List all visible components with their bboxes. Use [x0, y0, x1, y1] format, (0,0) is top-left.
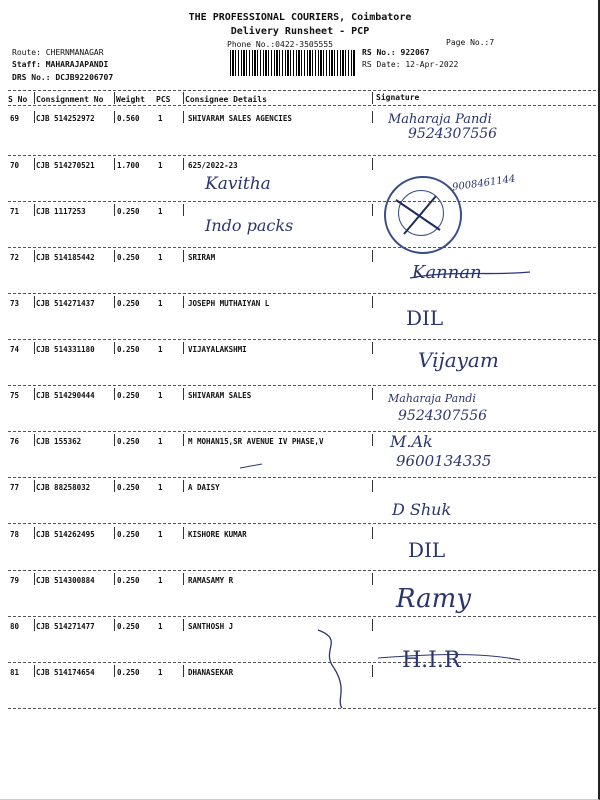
- row-consignee: 625/2022-23: [188, 161, 238, 170]
- handwritten-phone: 9524307556: [398, 408, 488, 424]
- row-pcs: 1: [158, 530, 163, 539]
- row-weight: 0.250: [117, 391, 140, 400]
- row-weight: 0.250: [117, 668, 140, 677]
- row-sno: 76: [10, 437, 20, 446]
- row-pcs: 1: [158, 161, 163, 170]
- row-consignee: VIJAYALAKSHMI: [188, 345, 247, 354]
- row-consignee: SRIRAM: [188, 253, 216, 262]
- col-consignee: Consignee Details: [185, 95, 267, 104]
- row-pcs: 1: [158, 299, 163, 308]
- row-sno: 80: [10, 622, 20, 631]
- row-pcs: 1: [158, 437, 163, 446]
- handwritten-signature: DIL: [408, 538, 446, 562]
- row-sno: 70: [10, 161, 20, 170]
- handwritten-signature: H.I.R: [402, 648, 461, 673]
- handwritten-consignee: Kavitha: [205, 174, 271, 194]
- row-consignment: CJB 514262495: [36, 530, 95, 539]
- row-consignment: CJB 514252972: [36, 114, 95, 123]
- row-pcs: 1: [158, 345, 163, 354]
- row-sno: 74: [10, 345, 20, 354]
- row-weight: 0.250: [117, 622, 140, 631]
- row-pcs: 1: [158, 576, 163, 585]
- row-consignment: CJB 514185442: [36, 253, 95, 262]
- row-sno: 81: [10, 668, 20, 677]
- row-consignment: CJB 88258032: [36, 483, 91, 492]
- row-weight: 0.250: [117, 253, 140, 262]
- row-consignee: JOSEPH MUTHAIYAN L: [188, 299, 270, 308]
- row-sno: 79: [10, 576, 20, 585]
- col-signature: Signature: [376, 93, 420, 102]
- handwritten-signature: D Shuk: [392, 500, 452, 519]
- row-pcs: 1: [158, 483, 163, 492]
- company-title: THE PROFESSIONAL COURIERS, Coimbatore: [188, 12, 412, 23]
- row-sno: 69: [10, 114, 20, 123]
- row-pcs: 1: [158, 668, 163, 677]
- row-consignee: SHIVARAM SALES: [188, 391, 252, 400]
- row-weight: 0.250: [117, 207, 140, 216]
- handwritten-signature: Vijayam: [418, 348, 499, 372]
- row-consignment: CJB 514290444: [36, 391, 95, 400]
- row-sno: 72: [10, 253, 20, 262]
- page-number: Page No.:7: [446, 38, 495, 47]
- row-weight: 0.250: [117, 530, 140, 539]
- handwritten-signature: M.Ak: [390, 432, 433, 451]
- row-consignee: RAMASAMY R: [188, 576, 234, 585]
- row-weight: 0.250: [117, 483, 140, 492]
- row-weight: 0.250: [117, 437, 140, 446]
- row-sno: 71: [10, 207, 20, 216]
- handwritten-phone: 9008461144: [451, 173, 517, 194]
- row-consignee: SANTHOSH J: [188, 622, 234, 631]
- row-consignment: CJB 514174654: [36, 668, 95, 677]
- row-consignment: CJB 1117253: [36, 207, 86, 216]
- route: Route: CHERNMANAGAR: [12, 48, 104, 57]
- row-pcs: 1: [158, 207, 163, 216]
- handwritten-consignee: Indo packs: [205, 216, 294, 235]
- row-consignee: M MOHAN15,SR AVENUE IV PHASE,V: [188, 437, 324, 446]
- row-consignee: DHANASEKAR: [188, 668, 234, 677]
- row-sno: 78: [10, 530, 20, 539]
- row-pcs: 1: [158, 114, 163, 123]
- handwritten-signature: Maharaja Pandi: [388, 112, 492, 127]
- col-sno: S No: [8, 95, 28, 104]
- row-consignee: KISHORE KUMAR: [188, 530, 247, 539]
- col-consignment: Consignment No: [36, 95, 104, 104]
- row-weight: 0.250: [117, 576, 140, 585]
- row-pcs: 1: [158, 391, 163, 400]
- sheet-title: Delivery Runsheet - PCP: [230, 26, 370, 37]
- handwritten-signature: DIL: [406, 306, 444, 330]
- rs-number: RS No.: 922067: [362, 48, 430, 57]
- row-consignment: CJB 514271477: [36, 622, 95, 631]
- row-sno: 75: [10, 391, 20, 400]
- row-consignment: CJB 514271437: [36, 299, 95, 308]
- row-consignment: CJB 514270521: [36, 161, 95, 170]
- handwritten-signature: Ramy: [396, 584, 472, 614]
- col-pcs: PCS: [156, 95, 171, 104]
- row-consignment: CJB 155362: [36, 437, 82, 446]
- row-consignment: CJB 514331180: [36, 345, 95, 354]
- row-sno: 77: [10, 483, 20, 492]
- row-consignee: A DAISY: [188, 483, 220, 492]
- row-pcs: 1: [158, 253, 163, 262]
- row-pcs: 1: [158, 622, 163, 631]
- handwritten-signature: Maharaja Pandi: [388, 392, 476, 405]
- row-weight: 0.250: [117, 345, 140, 354]
- row-sno: 73: [10, 299, 20, 308]
- phone-number: Phone No.:0422-3505555: [227, 40, 333, 49]
- row-consignment: CJB 514300884: [36, 576, 95, 585]
- row-weight: 0.560: [117, 114, 140, 123]
- staff: Staff: MAHARAJAPANDI: [12, 60, 109, 69]
- row-weight: 0.250: [117, 299, 140, 308]
- drs-number: DRS No.: DCJB92206707: [12, 73, 114, 82]
- handwritten-phone: 9524307556: [408, 126, 498, 142]
- row-weight: 1.700: [117, 161, 140, 170]
- col-weight: Weight: [116, 95, 145, 104]
- rs-date: RS Date: 12-Apr-2022: [362, 60, 459, 69]
- handwritten-signature: Kannan: [412, 262, 482, 283]
- row-consignee: SHIVARAM SALES AGENCIES: [188, 114, 292, 123]
- handwritten-phone: 9600134335: [396, 452, 492, 470]
